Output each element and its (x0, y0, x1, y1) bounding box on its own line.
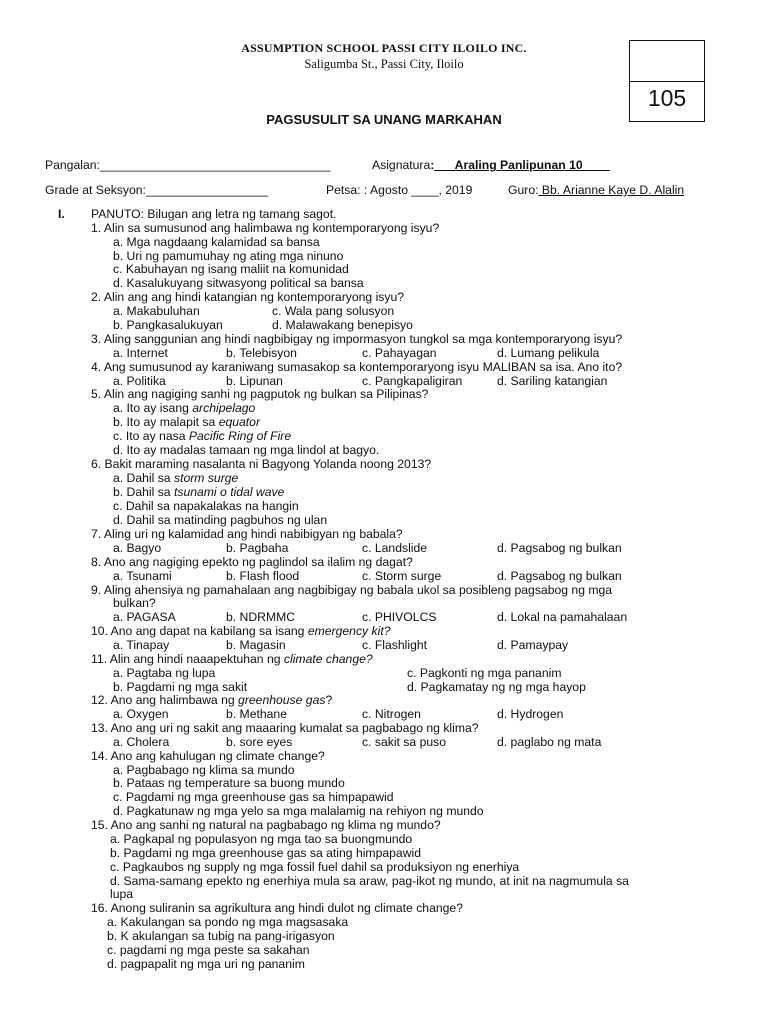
subject-colon: : (430, 158, 435, 172)
question-10-stem (91, 624, 390, 638)
question-5-option-a (113, 401, 255, 415)
question-8-option-b: b. Flash flood (226, 569, 300, 583)
name-field (45, 158, 330, 172)
question-2-option-a: a. Makabuluhan (113, 304, 200, 318)
option-term: Pacific Ring of Fire (188, 429, 292, 443)
date-field: Petsa: : Agosto ____, 2019 (326, 183, 473, 197)
teacher-label: Guro: (508, 183, 539, 197)
question-10-option-b: b. Magasin (226, 638, 286, 652)
teacher-field (508, 183, 684, 197)
question-12-option-d: d. Hydrogen (497, 707, 564, 721)
option-text: a. Ito ay isang (113, 401, 193, 415)
name-label: Pangalan: (45, 158, 100, 172)
question-7-option-b: b. Pagbaha (226, 541, 289, 555)
grade-label: Grade at Seksyon: (45, 183, 146, 197)
question-8-option-a: a. Tsunami (113, 569, 172, 583)
question-15-option-a: a. Pagkapal ng populasyon ng mga tao sa buongmundo (110, 832, 413, 846)
question-6-option-b (113, 485, 284, 499)
question-4-option-a: a. Politika (113, 374, 166, 388)
question-2-stem: 2. Alin ang ang hindi katangian ng kontemporaryong isyu? (91, 290, 405, 304)
question-15-option-c: c. Pagkaubos ng supply ng mga fossil fuel dahil sa produksiyon ng enerhiya (110, 860, 520, 874)
question-3-option-d: d. Lumang pelikula (497, 346, 600, 360)
question-16-option-c: c. pagdami ng mga peste sa sakahan (107, 943, 310, 957)
stem-text: 11. Alin ang hindi naaapektuhan ng (91, 652, 284, 666)
question-4-stem: 4. Ang sumusunod ay karaniwang sumasakop sa kontemporaryong isyu MALIBAN sa isa. Ano ito? (91, 360, 623, 374)
question-6-option-d: d. Dahil sa matinding pagbuhos ng ulan (113, 513, 328, 527)
stem-term: greenhouse gas (238, 693, 326, 707)
question-11-option-a: a. Pagtaba ng lupa (113, 666, 216, 680)
question-5-option-b (113, 415, 260, 429)
question-7-stem: 7. Aling uri ng kalamidad ang hindi nabibigyan ng babala? (91, 527, 403, 541)
total-score: 105 (647, 85, 687, 111)
question-5-option-d: d. Ito ay madalas tamaan ng mga lindol at bagyo. (113, 443, 380, 457)
question-15-option-d: d. Sama-samang epekto ng enerhiya mula sa araw, pag-ikot ng mundo, at init na nagmumula sa (110, 874, 629, 888)
question-8-option-d: d. Pagsabog ng bulkan (497, 569, 622, 583)
grade-blank: __________________ (145, 183, 268, 197)
question-4-option-c: c. Pangkapaligiran (362, 374, 463, 388)
question-7-option-d: d. Pagsabog ng bulkan (497, 541, 622, 555)
question-8-stem: 8. Ano ang nagiging epekto ng paglindol sa ilalim ng dagat? (91, 555, 413, 569)
question-5-stem: 5. Alin ang nagiging sanhi ng pagputok ng bulkan sa Pilipinas? (91, 387, 429, 401)
school-name: ASSUMPTION SCHOOL PASSI CITY ILOILO INC. (241, 41, 527, 55)
question-10-option-c: c. Flashlight (362, 638, 428, 652)
score-box (629, 40, 705, 122)
question-13-option-c: c. sakit sa puso (362, 735, 446, 749)
subject-label: Asignatura (372, 158, 431, 172)
option-text: a. Dahil sa (113, 471, 174, 485)
question-9-option-b: b. NDRMMC (226, 610, 296, 624)
grade-field (45, 183, 268, 197)
question-4-option-b: b. Lipunan (226, 374, 283, 388)
question-2-option-c: c. Wala pang solusyon (272, 304, 395, 318)
question-12-option-b: b. Methane (226, 707, 287, 721)
question-4-option-d: d. Sariling katangian (497, 374, 608, 388)
option-term: archipelago (192, 401, 256, 415)
question-11-option-c: c. Pagkonti ng mga pananim (407, 666, 562, 680)
question-16-stem: 16. Anong suliranin sa agrikultura ang hindi dulot ng climate change? (91, 901, 463, 915)
question-14-option-c: c. Pagdami ng mga greenhouse gas sa himpapawid (113, 790, 394, 804)
question-12-option-c: c. Nitrogen (362, 707, 421, 721)
subject-field (372, 158, 610, 172)
question-14-option-d: d. Pagkatunaw ng mga yelo sa mga malalamig na rehiyon ng mundo (113, 804, 484, 818)
question-12-stem (91, 693, 332, 707)
question-10-option-d: d. Pamaypay (497, 638, 569, 652)
question-13-option-b: b. sore eyes (226, 735, 293, 749)
question-15-option-b: b. Pagdami ng mga greenhouse gas sa ating himpapawid (110, 846, 421, 860)
question-3-option-c: c. Pahayagan (362, 346, 437, 360)
question-9-option-c: c. PHIVOLCS (362, 610, 437, 624)
question-3-option-b: b. Telebisyon (226, 346, 297, 360)
question-16-option-d: d. pagpapalit ng mga uri ng pananim (107, 957, 305, 971)
question-13-option-d: d. paglabo ng mata (497, 735, 602, 749)
option-text: c. Ito ay nasa (113, 429, 189, 443)
question-15-option-d-continued: lupa (110, 887, 134, 901)
question-16-option-b: b. K akulangan sa tubig na pang-irigasyon (107, 929, 335, 943)
question-14-option-a: a. Pagbabago ng klima sa mundo (113, 763, 295, 777)
question-14-stem: 14. Ano ang kahulugan ng climate change? (91, 749, 325, 763)
question-1-option-c: c. Kabuhayan ng isang maliit na komunidad (113, 262, 349, 276)
question-1-option-a: a. Mga nagdaang kalamidad sa bansa (113, 235, 320, 249)
question-15-stem: 15. Ano ang sanhi ng natural na pagbabago ng klima ng mundo? (91, 818, 441, 832)
stem-term: climate change? (283, 652, 373, 666)
question-7-option-a: a. Bagyo (113, 541, 162, 555)
question-6-stem: 6. Bakit maraming nasalanta ni Bagyong Yolanda noong 2013? (91, 457, 432, 471)
stem-text: 12. Ano ang halimbawa ng (91, 693, 239, 707)
question-9-option-d: d. Lokal na pamahalaan (497, 610, 628, 624)
question-13-stem: 13. Ano ang uri ng sakit ang maaaring kumalat sa pagbabago ng klima? (91, 721, 479, 735)
subject-value: ___Araling Panlipunan 10____ (434, 158, 610, 172)
question-11-option-d: d. Pagkamatay ng ng mga hayop (407, 680, 586, 694)
option-text: b. Dahil sa (113, 485, 174, 499)
option-term: tsunami o tidal wave (173, 485, 285, 499)
section-instructions: PANUTO: Bilugan ang letra ng tamang sagot. (91, 207, 337, 221)
option-term: storm surge (173, 471, 239, 485)
question-1-stem: 1. Alin sa sumusunod ang halimbawa ng kontemporaryong isyu? (91, 221, 440, 235)
question-13-option-a: a. Cholera (113, 735, 170, 749)
question-6-option-a (113, 471, 238, 485)
question-14-option-b: b. Pataas ng temperature sa buong mundo (113, 776, 345, 790)
school-address: Saligumba St., Passi City, Iloilo (304, 57, 464, 71)
question-1-option-b: b. Uri ng pamumuhay ng ating mga ninuno (113, 249, 344, 263)
stem-text: ? (325, 693, 333, 707)
question-2-option-d: d. Malawakang benepisyo (272, 318, 413, 332)
question-9-stem-continued: bulkan? (113, 596, 156, 610)
question-11-stem (91, 652, 373, 666)
question-3-stem: 3. Aling sanggunian ang hindi nagbibigay ng impormasyon tungkol sa mga kontemporaryong isyu? (91, 332, 623, 346)
question-9-stem: 9. Aling ahensiya ng pamahalaan ang nagbibigay ng babala ukol sa posibleng pagsabog ng mga (91, 583, 613, 597)
stem-text: 10. Ano ang dapat na kabilang sa isang (91, 624, 308, 638)
question-10-option-a: a. Tinapay (113, 638, 170, 652)
question-11-option-b: b. Pagdami ng mga sakit (113, 680, 248, 694)
question-8-option-c: c. Storm surge (362, 569, 442, 583)
question-6-option-c: c. Dahil sa napakalakas na hangin (113, 499, 299, 513)
question-3-option-a: a. Internet (113, 346, 168, 360)
option-text: b. Ito ay malapit sa (113, 415, 219, 429)
score-box-divider (630, 81, 704, 82)
exam-title: PAGSUSULIT SA UNANG MARKAHAN (266, 112, 502, 127)
question-16-option-a: a. Kakulangan sa pondo ng mga magsasaka (107, 915, 349, 929)
stem-term: emergency kit? (307, 624, 391, 638)
option-term: equator (218, 415, 261, 429)
teacher-value: Bb. Arianne Kaye D. Alalin (538, 183, 685, 197)
question-7-option-c: c. Landslide (362, 541, 428, 555)
section-numeral: I. (58, 207, 65, 221)
question-2-option-b: b. Pangkasalukuyan (113, 318, 223, 332)
name-blank: __________________________________ (99, 158, 331, 172)
question-5-option-c (113, 429, 291, 443)
question-12-option-a: a. Oxygen (113, 707, 169, 721)
question-9-option-a: a. PAGASA (113, 610, 176, 624)
question-1-option-d: d. Kasalukuyang sitwasyong political sa bansa (113, 276, 364, 290)
